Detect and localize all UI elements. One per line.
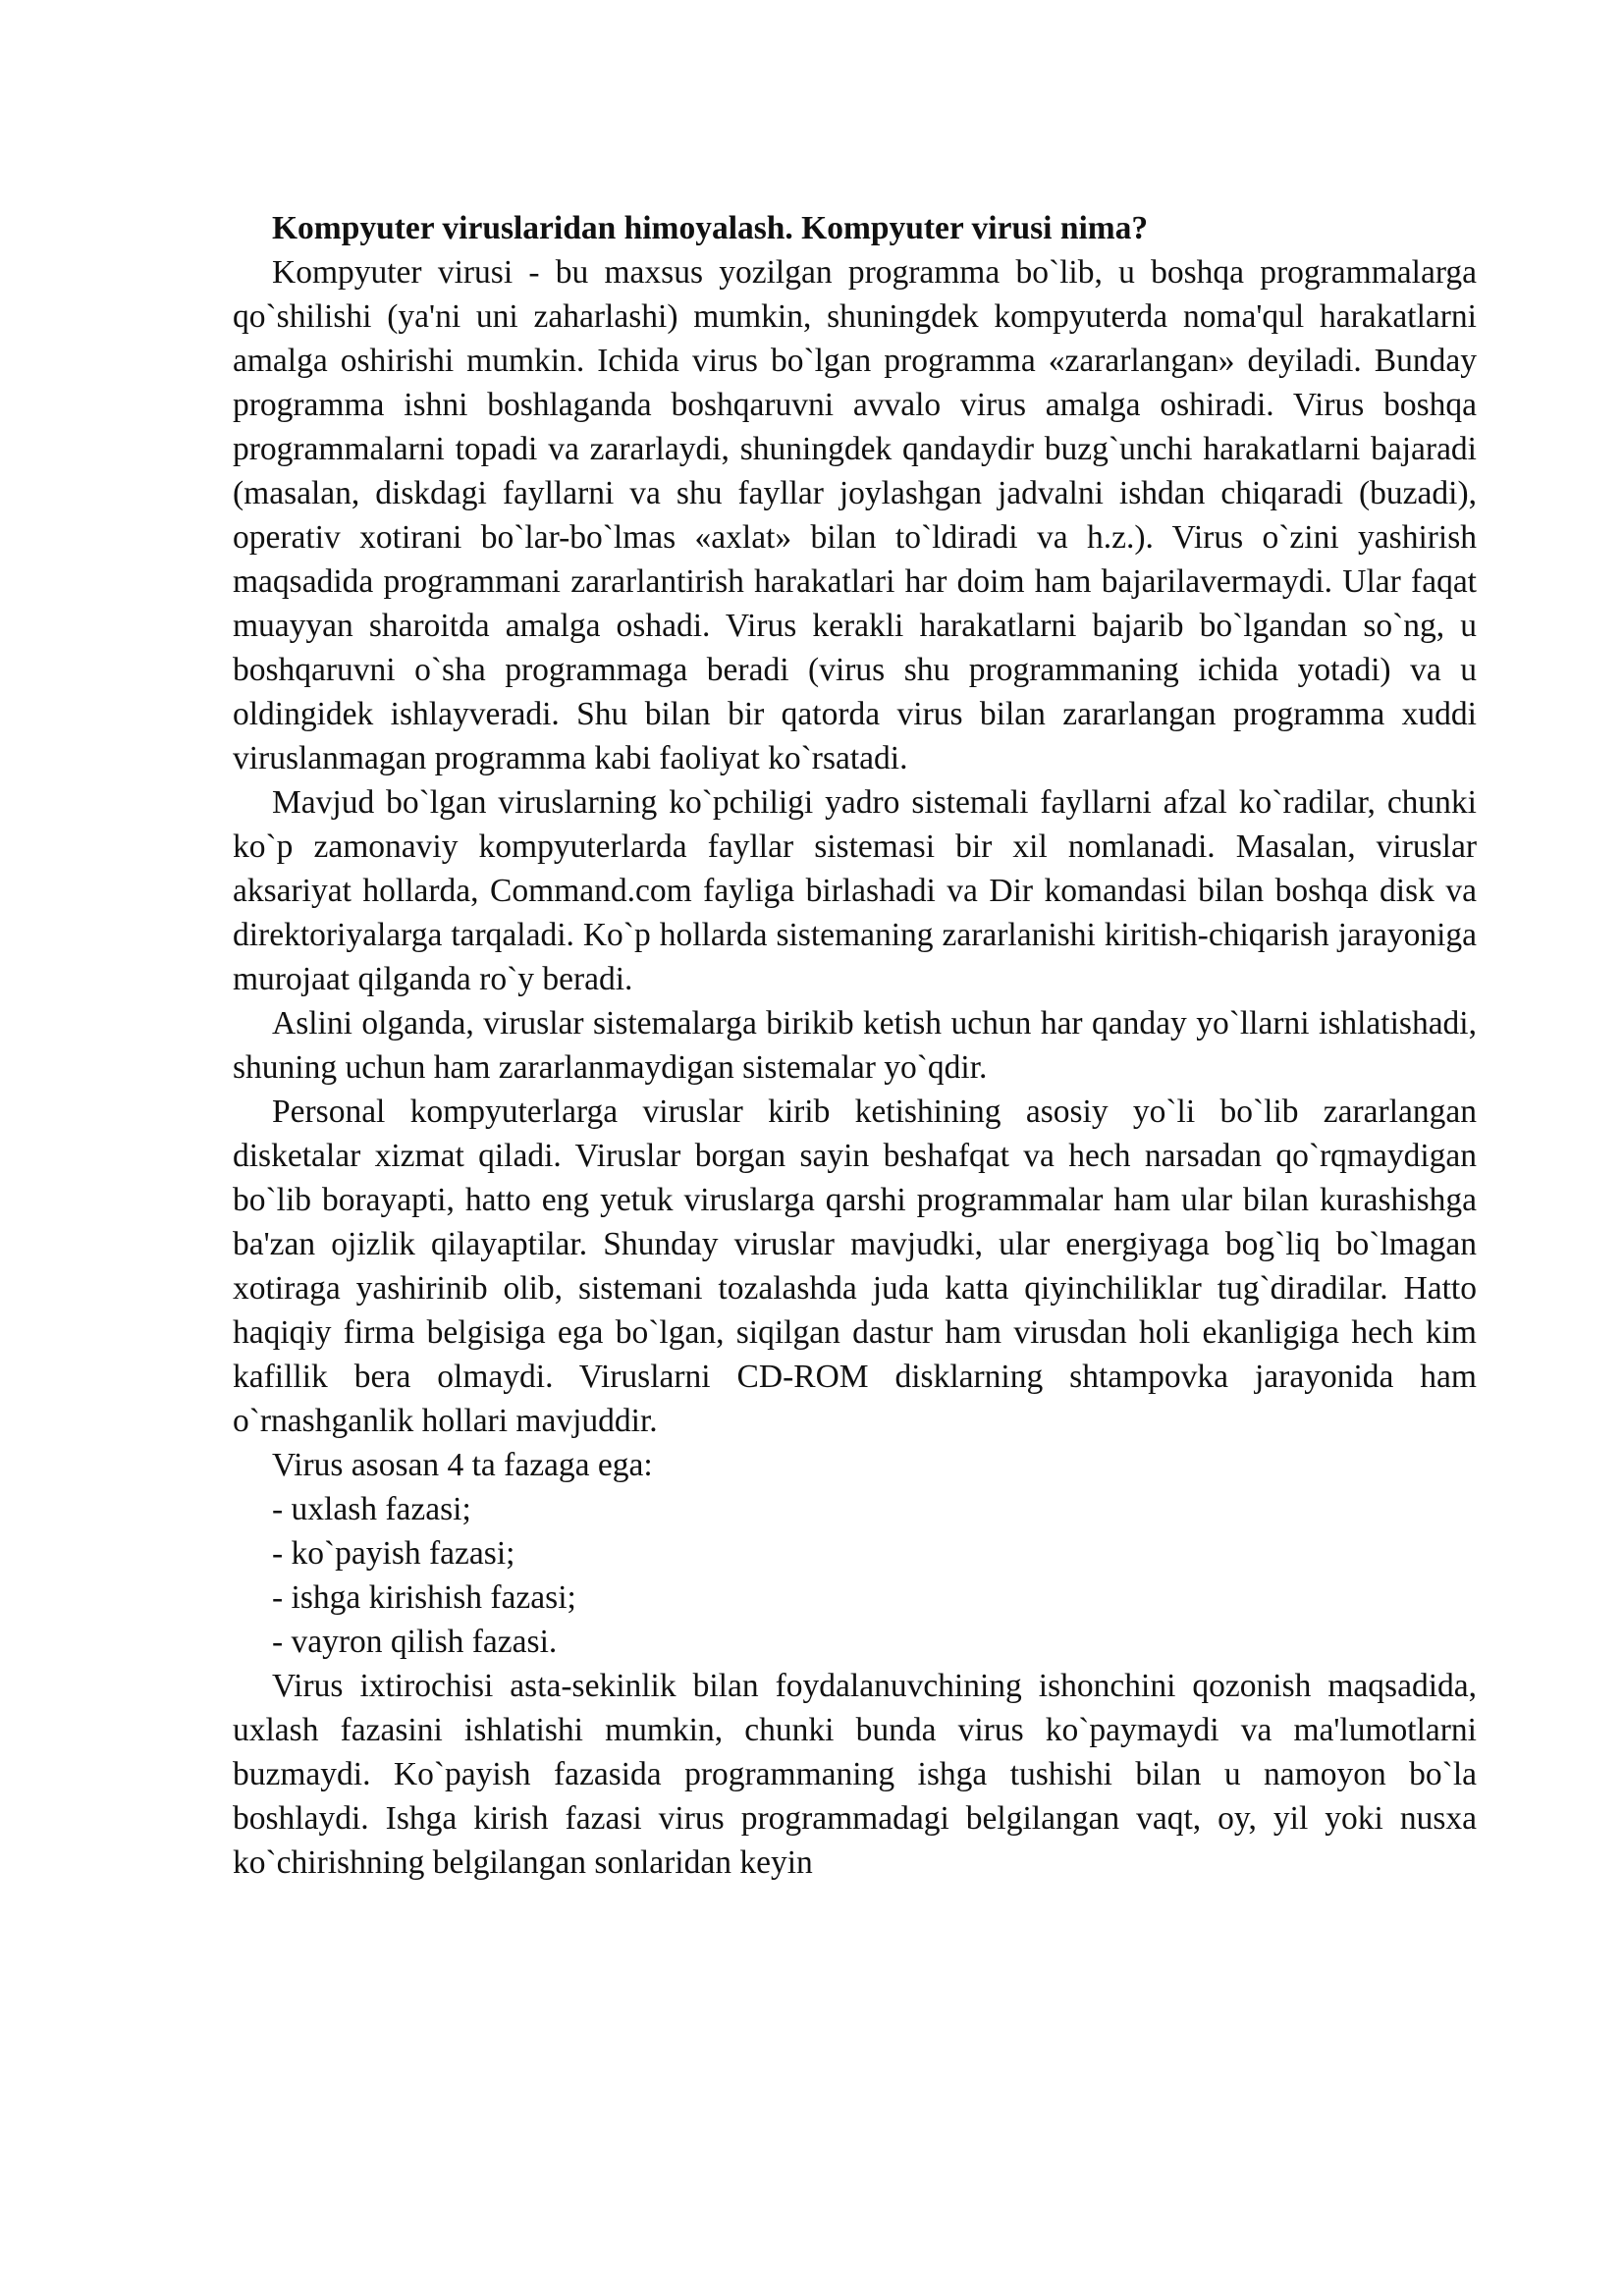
list-item: - vayron qilish fazasi. [272,1624,558,1660]
phase-list [233,1487,1477,1664]
list-item: - uxlash fazasi; [272,1491,471,1527]
list-item: - ishga kirishish fazasi; [272,1579,576,1616]
paragraph-definition: Kompyuter virusi - bu maxsus yozilgan programma bo`lib, u boshqa programmalarga qo`shilishi (ya'ni uni zaharlashi) mumkin, shuningdek kompyuterda noma'qul harakatlarni amalga oshirishi mumkin. Ichida virus bo`lgan programma «zararlangan» deyiladi. Bunday programma ishni boshlaganda boshqaruvni avvalo virus amalga oshiradi. Virus boshqa programmalarni topadi va zararlaydi, shuningdek qandaydir buzg`unchi harakatlarni bajaradi (masalan, diskdagi fayllarni va shu fayllar joylashgan jadvalni ishdan chiqaradi (buzadi), operativ xotirani bo`lar-bo`lmas «axlat» bilan to`ldiradi va h.z.). Virus o`zini yashirish maqsadida programmani zararlantirish harakatlari har doim ham bajarilavermaydi. Ular faqat muayyan sharoitda amalga oshadi. Virus kerakli harakatlarni bajarib bo`lgandan so`ng, u boshqaruvni o`sha programmaga beradi (virus shu programmaning ichida yotadi) va u oldingidek ishlayveradi. Shu bilan bir qatorda virus bilan zararlangan programma xuddi viruslanmagan programma kabi faoliyat ko`rsatadi. [233,254,1477,776]
document-title: Kompyuter viruslaridan himoyalash. Kompyuter virusi nima? [272,210,1149,246]
paragraph-phases: Virus ixtirochisi asta-sekinlik bilan foydalanuvchining ishonchini qozonish maqsadida, uxlash fazasini ishlatishi mumkin, chunki bunda virus ko`paymaydi va ma'lumotlarni buzmaydi. Ko`payish fazasida programmaning ishga tushishi bilan u namoyon bo`la boshlaydi. Ishga kirish fazasi virus programmadagi belgilangan vaqt, oy, yil yoki nusxa ko`chirishning belgilangan sonlaridan keyin [233,1668,1477,1881]
document-page [233,206,1477,1885]
paragraph-diskettes: Personal kompyuterlarga viruslar kirib ketishining asosiy yo`li bo`lib zararlangan disketalar xizmat qiladi. Viruslar borgan sayin beshafqat va hech narsadan qo`rqmaydigan bo`lib borayapti, hatto eng yetuk viruslarga qarshi programmalar ham ular bilan kurashishga ba'zan ojizlik qilayaptilar. Shunday viruslar mavjudki, ular energiyaga bog`liq bo`lmagan xotiraga yashirinib olib, sistemani tozalashda juda katta qiyinchiliklar tug`diradilar. Hatto haqiqiy firma belgisiga ega bo`lgan, siqilgan dastur ham virusdan holi ekanligiga hech kim kafillik bera olmaydi. Viruslarni CD-ROM disklarning shtampovka jarayonida ham o`rnashganlik hollari mavjuddir. [233,1094,1477,1439]
list-intro: Virus asosan 4 ta fazaga ega: [272,1447,653,1483]
paragraph-infection-ways: Aslini olganda, viruslar sistemalarga birikib ketish uchun har qanday yo`llarni ishlatishadi, shuning uchun ham zararlanmaydigan sistemalar yo`qdir. [233,1005,1477,1086]
list-item: - ko`payish fazasi; [272,1535,515,1572]
paragraph-system-files: Mavjud bo`lgan viruslarning ko`pchiligi yadro sistemali fayllarni afzal ko`radilar, chunki ko`p zamonaviy kompyuterlarda fayllar sistemasi bir xil nomlanadi. Masalan, viruslar aksariyat hollarda, Command.com fayliga birlashadi va Dir komandasi bilan boshqa disk va direktoriyalarga tarqaladi. Ko`p hollarda sistemaning zararlanishi kiritish-chiqarish jarayoniga murojaat qilganda ro`y beradi. [233,784,1477,997]
